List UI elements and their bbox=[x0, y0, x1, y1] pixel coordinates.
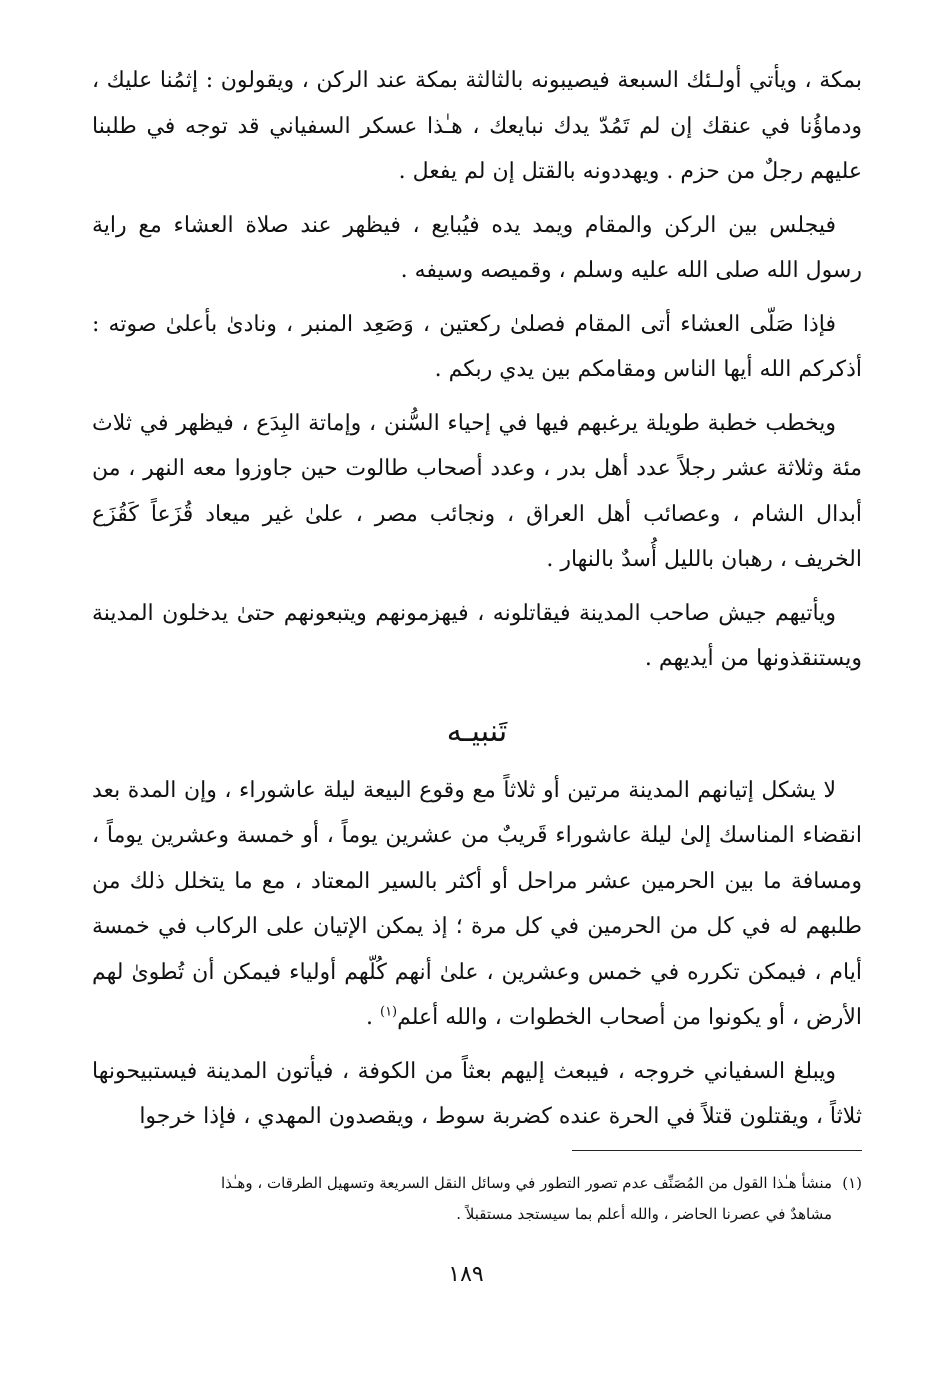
section-heading: تَنبيـه bbox=[446, 713, 508, 749]
main-text bbox=[92, 58, 862, 1148]
footnote-line-2: مشاهدٌ في عصرنا الحاضر ، والله أعلم بما سيستجد مستقبلاً . bbox=[456, 1205, 832, 1223]
paragraph-2: فيجلس بين الركن والمقام ويمد يده فيُبايع ، فيظهر عند صلاة العشاء مع راية رسول الله صلى الله عليه وسلم ، وقميصه وسيفه . bbox=[92, 212, 862, 283]
note-paragraph-text: لا يشكل إتيانهم المدينة مرتين أو ثلاثاً مع وقوع البيعة ليلة عاشوراء ، وإن المدة بعد انقضاء المناسك إلىٰ ليلة عاشوراء قَريبٌ من عشرين يوماً ، أو خمسة وعشرين يوماً ، ومسافة ما بين الحرمين عشر مراحل أو أكثر بالسير المعتاد ، مع ما يتخلل ذلك من طلبهم له في كل من الحرمين في كل مرة ؛ إذ يمكن الإتيان على الركاب في خمسة أيام ، فيمكن تكرره في خمس وعشرين ، علىٰ أنهم كُلّهم أولياء فيمكن أن تُطوىٰ لهم الأرض ، أو يكونوا من أصحاب الخطوات ، والله أعلم bbox=[92, 777, 862, 1030]
note-paragraph-end: . bbox=[365, 1005, 380, 1030]
paragraph-1: بمكة ، ويأتي أولـئك السبعة فيصيبونه بالثالثة بمكة عند الركن ، ويقولون : إثمُنا عليك ، ودماؤُنا في عنقك إن لم تَمُدّ يدك نبايعك ، هـٰذا عسكر السفياني قد توجه في طلبنا عليهم رجلٌ من حزم . ويهددونه بالقتل إن لم يفعل . bbox=[92, 68, 862, 184]
paragraph-3: فإذا صَلّى العشاء أتى المقام فصلىٰ ركعتين ، وَصَعِد المنبر ، ونادىٰ بأعلىٰ صوته : أذكركم الله أيها الناس ومقامكم بين يدي ربكم . bbox=[92, 311, 862, 382]
footnote-marker: (١) bbox=[842, 1174, 862, 1192]
footnote-text-1: منشأ هـٰذا القول من المُصَنِّف عدم تصور التطور في وسائل النقل السريعة وتسهيل الطرقات ، وهـٰذا bbox=[221, 1174, 832, 1192]
footnote bbox=[92, 1168, 862, 1230]
footnote-reference: (١) bbox=[379, 1004, 398, 1020]
paragraph-4: ويخطب خطبة طويلة يرغبهم فيها في إحياء السُّنن ، وإماتة البِدَع ، فيظهر في ثلاث مئة وثلاثة عشر رجلاً عدد أهل بدر ، وعدد أصحاب طالوت حين جاوزوا معه النهر ، من أبدال الشام ، وعصائب أهل العراق ، ونجائب مصر ، علىٰ غير ميعاد قُزَعاً كَقُزَع الخريف ، رهبان بالليل أُسدٌ بالنهار . bbox=[92, 410, 862, 572]
page-number: ١٨٩ bbox=[448, 1262, 484, 1287]
footnote-line-1 bbox=[92, 1168, 862, 1199]
paragraph-6: ويبلغ السفياني خروجه ، فيبعث إليهم بعثاً من الكوفة ، فيأتون المدينة فيستبيحونها ثلاثاً ، ويقتلون قتلاً في الحرة عنده كضربة سوط ، ويقصدون المهدي ، فإذا خرجوا bbox=[92, 1058, 862, 1129]
note-paragraph bbox=[92, 768, 862, 1041]
footnote-divider bbox=[572, 1150, 862, 1151]
paragraph-5: ويأتيهم جيش صاحب المدينة فيقاتلونه ، فيهزمونهم ويتبعونهم حتىٰ يدخلون المدينة ويستنقذونها من أيديهم . bbox=[92, 600, 862, 671]
